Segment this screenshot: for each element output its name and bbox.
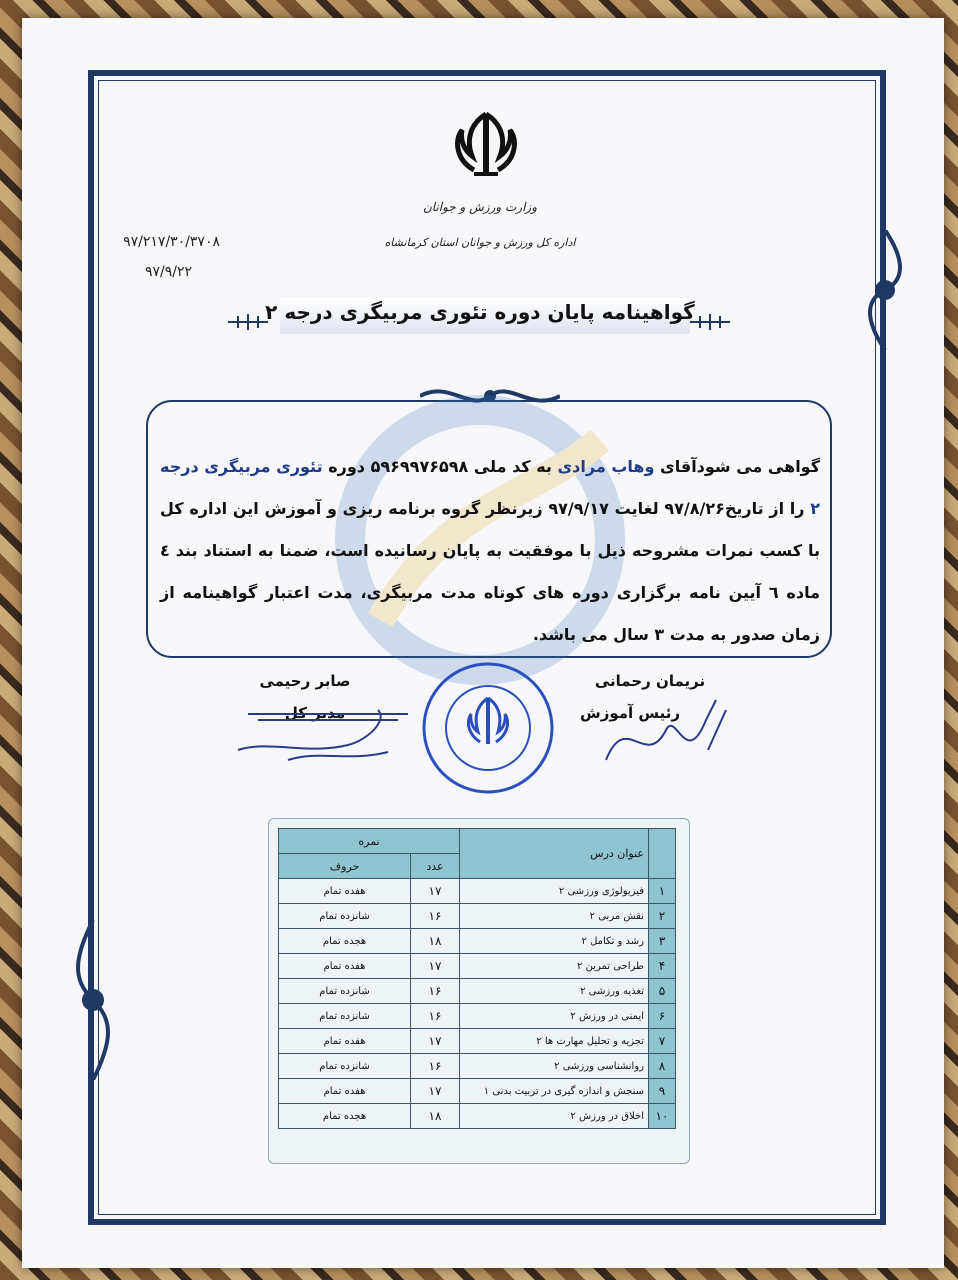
table-row — [279, 1104, 676, 1129]
ornament-right-top-icon — [860, 230, 910, 350]
header-letters: حروف — [279, 854, 411, 879]
row-course: روانشناسی ورزشی ۲ — [460, 1054, 649, 1079]
director-role: مدیر کل — [284, 704, 346, 722]
body-text-1: گواهی می شودآقای — [654, 457, 821, 476]
table-row — [279, 904, 676, 929]
course-name: تئوری مربیگری درجه ۲ — [160, 457, 820, 518]
certificate-title: گواهینامه پایان دوره تئوری مربیگری درجه ۲ — [265, 300, 695, 324]
recipient-name: وهاب مرادی — [557, 457, 655, 476]
body-text-3: را از تاریخ۹۷/۸/۲۶ لغایت ۹۷/۹/۱۷ زیرنظر گروه برنامه ریزی و آموزش این اداره کل با کسب نمرات مشروحه ذیل با موفقیت به پایان رسانیده است، ضمنا به استناد بند ٤ ماده ٦ آیین نامه برگزاری دوره های کوتاه مدت مربیگری، مدت اعتبار گواهینامه از زمان صدور به مدت ۳ سال می باشد. — [160, 499, 820, 644]
row-letters: شانزده تمام — [279, 1004, 411, 1029]
row-number: ۹ — [649, 1079, 676, 1104]
row-letters: شانزده تمام — [279, 979, 411, 1004]
table-row — [279, 1029, 676, 1054]
header-digits: عدد — [411, 854, 460, 879]
row-score: ۱۷ — [411, 954, 460, 979]
row-score: ۱۶ — [411, 904, 460, 929]
training-head-name: نریمان رحمانی — [594, 672, 706, 690]
table-row — [279, 1054, 676, 1079]
table-row — [279, 929, 676, 954]
row-score: ۱۸ — [411, 1104, 460, 1129]
official-stamp-icon — [418, 658, 558, 798]
row-number: ۴ — [649, 954, 676, 979]
row-score: ۱۶ — [411, 979, 460, 1004]
training-head-role: رئیس آموزش — [580, 704, 680, 722]
iran-emblem-icon — [450, 110, 522, 180]
row-course: تغذیه ورزشی ۲ — [460, 979, 649, 1004]
row-letters: هفده تمام — [279, 1079, 411, 1104]
row-letters: هفده تمام — [279, 1029, 411, 1054]
row-letters: شانزده تمام — [279, 1054, 411, 1079]
header-course-title: عنوان درس — [460, 829, 649, 879]
director-name: صابر رحیمی — [259, 672, 351, 690]
table-row — [279, 1079, 676, 1104]
row-letters: هفده تمام — [279, 954, 411, 979]
row-letters: شانزده تمام — [279, 904, 411, 929]
row-number: ۳ — [649, 929, 676, 954]
row-number: ۱ — [649, 879, 676, 904]
row-number: ۵ — [649, 979, 676, 1004]
row-number: ۱۰ — [649, 1104, 676, 1129]
body-text-2: به کد ملی ۵۹۶۹۹۷۶۵۹۸ دوره — [322, 457, 558, 476]
row-number: ۲ — [649, 904, 676, 929]
table-row — [279, 979, 676, 1004]
row-number: ۸ — [649, 1054, 676, 1079]
signature-right-icon — [596, 690, 736, 780]
ministry-name: وزارت ورزش و جوانان — [422, 200, 538, 214]
table-row — [279, 1004, 676, 1029]
row-score: ۱۷ — [411, 1079, 460, 1104]
row-course: نقش مربی ۲ — [460, 904, 649, 929]
row-score: ۱۷ — [411, 1029, 460, 1054]
reference-date: ۹۷/۹/۲۲ — [144, 264, 192, 280]
row-score: ۱۷ — [411, 879, 460, 904]
row-course: فیزیولوژی ورزشی ۲ — [460, 879, 649, 904]
row-course: سنجش و اندازه گیری در تربیت بدنی ۱ — [460, 1079, 649, 1104]
certificate-body — [160, 446, 820, 656]
row-course: ایمنی در ورزش ۲ — [460, 1004, 649, 1029]
row-score: ۱۸ — [411, 929, 460, 954]
header-number-cell — [649, 829, 676, 879]
row-score: ۱۶ — [411, 1004, 460, 1029]
row-score: ۱۶ — [411, 1054, 460, 1079]
row-letters: هجده تمام — [279, 929, 411, 954]
row-course: تجزیه و تحلیل مهارت ها ۲ — [460, 1029, 649, 1054]
table-row — [279, 879, 676, 904]
row-number: ۶ — [649, 1004, 676, 1029]
signature-left-icon — [228, 700, 418, 770]
grades-table — [278, 828, 676, 1129]
directorate-name: اداره کل ورزش و جوانان استان کرمانشاه — [384, 236, 576, 249]
row-letters: هفده تمام — [279, 879, 411, 904]
ornament-left-bottom-icon — [68, 920, 118, 1080]
row-letters: هجده تمام — [279, 1104, 411, 1129]
row-course: رشد و تکامل ۲ — [460, 929, 649, 954]
row-course: اخلاق در ورزش ۲ — [460, 1104, 649, 1129]
table-row — [279, 954, 676, 979]
header-grade: نمره — [279, 829, 460, 854]
reference-number: ۹۷/۲۱۷/۳۰/۳۷۰۸ — [123, 234, 220, 250]
row-number: ۷ — [649, 1029, 676, 1054]
row-course: طراحی تمرین ۲ — [460, 954, 649, 979]
